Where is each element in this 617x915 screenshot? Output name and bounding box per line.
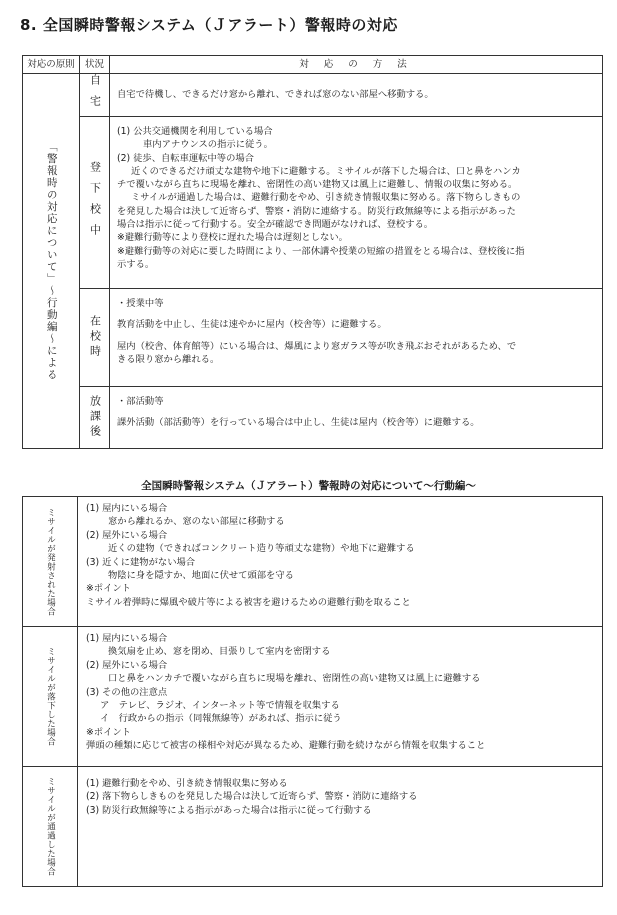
detail-cell-passed [78, 767, 603, 887]
method-line: きる限り窓から離れる。 [117, 353, 220, 365]
detail-line: ※ポイント [86, 726, 131, 738]
method-line: を発見した場合は決して近寄らず、警察・消防に連絡する。防災行政無線等による指示があった [117, 205, 516, 217]
method-line: ※避難行動等の対応に要した時間により、一部休講や授業の短縮の措置をとる場合は、登校後に指 [117, 245, 525, 257]
method-cell-after-school [110, 387, 603, 449]
detail-line: 換気扇を止め、窓を閉め、目張りして室内を密閉する [108, 646, 331, 658]
detail-cell-fallen [78, 627, 603, 767]
case-label-launched: ミサイルが発射された場合 [45, 507, 56, 616]
method-line: ※避難行動等により登校に遅れた場合は遅刻としない。 [117, 232, 348, 244]
case-cell-passed [23, 767, 78, 887]
response-table [22, 55, 603, 449]
detail-cell-launched [78, 497, 603, 627]
table-row-passed [23, 767, 603, 887]
status-label-school: 在校時 [88, 315, 102, 360]
detail-line: ア テレビ、ラジオ、インターネット等で情報を収集する [100, 700, 340, 712]
status-label-commute: 登下校中 [88, 160, 102, 245]
table-row-commute [23, 117, 603, 289]
detail-line: (3) その他の注意点 [86, 686, 168, 698]
page-title: 8. 全国瞬時警報システム（Ｊアラート）警報時の対応 [20, 16, 398, 34]
header-principle: 対応の原則 [23, 56, 80, 74]
method-line: 示する。 [117, 258, 155, 270]
status-cell-after-school [80, 387, 110, 449]
detail-line: (1) 屋内にいる場合 [86, 633, 168, 644]
detail-line: 近くの建物（できればコンクリート造り等頑丈な建物）や地下に避難する [108, 543, 415, 555]
detail-line: ※ポイント [86, 583, 131, 595]
detail-line: イ 行政からの指示（同報無線等）があれば、指示に従う [100, 713, 342, 725]
section-title: 全国瞬時警報システム（Ｊアラート）警報時の対応について～行動編～ [141, 480, 476, 492]
method-line: ミサイルが通過した場合は、避難行動をやめ、引き続き情報収集に努める。落下物らしきもの [131, 192, 521, 204]
method-line: 課外活動（部活動等）を行っている場合は中止し、生徒は屋内（校舎等）に避難する。 [117, 417, 480, 429]
table-row-home [23, 74, 603, 117]
detail-line: (1) 避難行動をやめ、引き続き情報収集に努める [86, 778, 288, 789]
detail-line: 弾頭の種類に応じて被害の様相や対応が異なるため、避難行動を続けながら情報を収集すること [86, 740, 486, 752]
status-cell-school [80, 289, 110, 387]
method-line: (1) 公共交通機関を利用している場合 [117, 126, 273, 137]
action-guide-table [22, 496, 603, 887]
table-row-after-school [23, 387, 603, 449]
method-line: (2) 徒歩、自転車運転中等の場合 [117, 152, 254, 164]
case-cell-fallen [23, 627, 78, 767]
method-cell-school [110, 289, 603, 387]
method-line: 自宅で待機し、できるだけ窓から離れ、できれば窓のない部屋へ移動する。 [117, 89, 434, 101]
detail-line: ミサイル着弾時に爆風や破片等による被害を避けるための避難行動を取ること [86, 596, 411, 608]
method-line: ・部活動等 [117, 396, 164, 407]
method-line: チで覆いながら直ちに現場を離れ、密閉性の高い建物又は風上に避難し、情報の収集に努める。 [117, 179, 518, 191]
detail-line: 窓から離れるか、窓のない部屋に移動する [108, 516, 285, 528]
detail-line: (2) 屋外にいる場合 [86, 659, 168, 671]
table-row-launched [23, 497, 603, 627]
method-line: 近くのできるだけ頑丈な建物や地下に避難する。ミサイルが落下した場合は、口と鼻をハンカ [131, 165, 521, 177]
header-row [23, 56, 603, 74]
principle-cell [23, 74, 80, 449]
status-label-after-school: 放課後 [88, 395, 102, 440]
case-cell-launched [23, 497, 78, 627]
detail-line: 物陰に身を隠すか、地面に伏せて頭部を守る [108, 570, 294, 582]
case-label-fallen: ミサイルが落下した場合 [45, 647, 56, 746]
method-line: 屋内（校舎、体育館等）にいる場合は、爆風により窓ガラス等が吹き飛ぶおそれがあるため、で [117, 340, 517, 352]
case-label-passed: ミサイルが通過した場合 [45, 777, 56, 876]
status-label-home: 自宅 [88, 74, 102, 116]
detail-line: 口と鼻をハンカチで覆いながら直ちに現場を離れ、密閉性の高い建物又は風上に避難する [108, 673, 481, 685]
status-cell-commute [80, 117, 110, 289]
table-row-school [23, 289, 603, 387]
detail-line: (3) 近くに建物がない場合 [86, 556, 196, 568]
method-line: 車内アナウンスの指示に従う。 [143, 139, 273, 151]
header-status: 状況 [80, 56, 110, 74]
method-cell-commute [110, 117, 603, 289]
table-row-fallen [23, 627, 603, 767]
method-cell-home [110, 74, 603, 117]
header-method: 対 応 の 方 法 [110, 56, 603, 74]
detail-line: (2) 屋外にいる場合 [86, 529, 168, 541]
method-line: ・授業中等 [117, 298, 164, 309]
method-line: 場合は指示に従って行動する。安全が確認でき問題がなければ、登校する。 [117, 219, 434, 231]
detail-line: (3) 防災行政無線等による指示があった場合は指示に従って行動する [86, 804, 372, 816]
detail-line: (1) 屋内にいる場合 [86, 503, 168, 514]
method-line: 教育活動を中止し、生徒は速やかに屋内（校舎等）に避難する。 [117, 319, 387, 331]
detail-line: (2) 落下物らしきものを発見した場合は決して近寄らず、警察・消防に連絡する [86, 791, 418, 803]
principle-text: 「警報時の対応について」～行動編～による [45, 141, 58, 381]
status-cell-home [80, 74, 110, 117]
